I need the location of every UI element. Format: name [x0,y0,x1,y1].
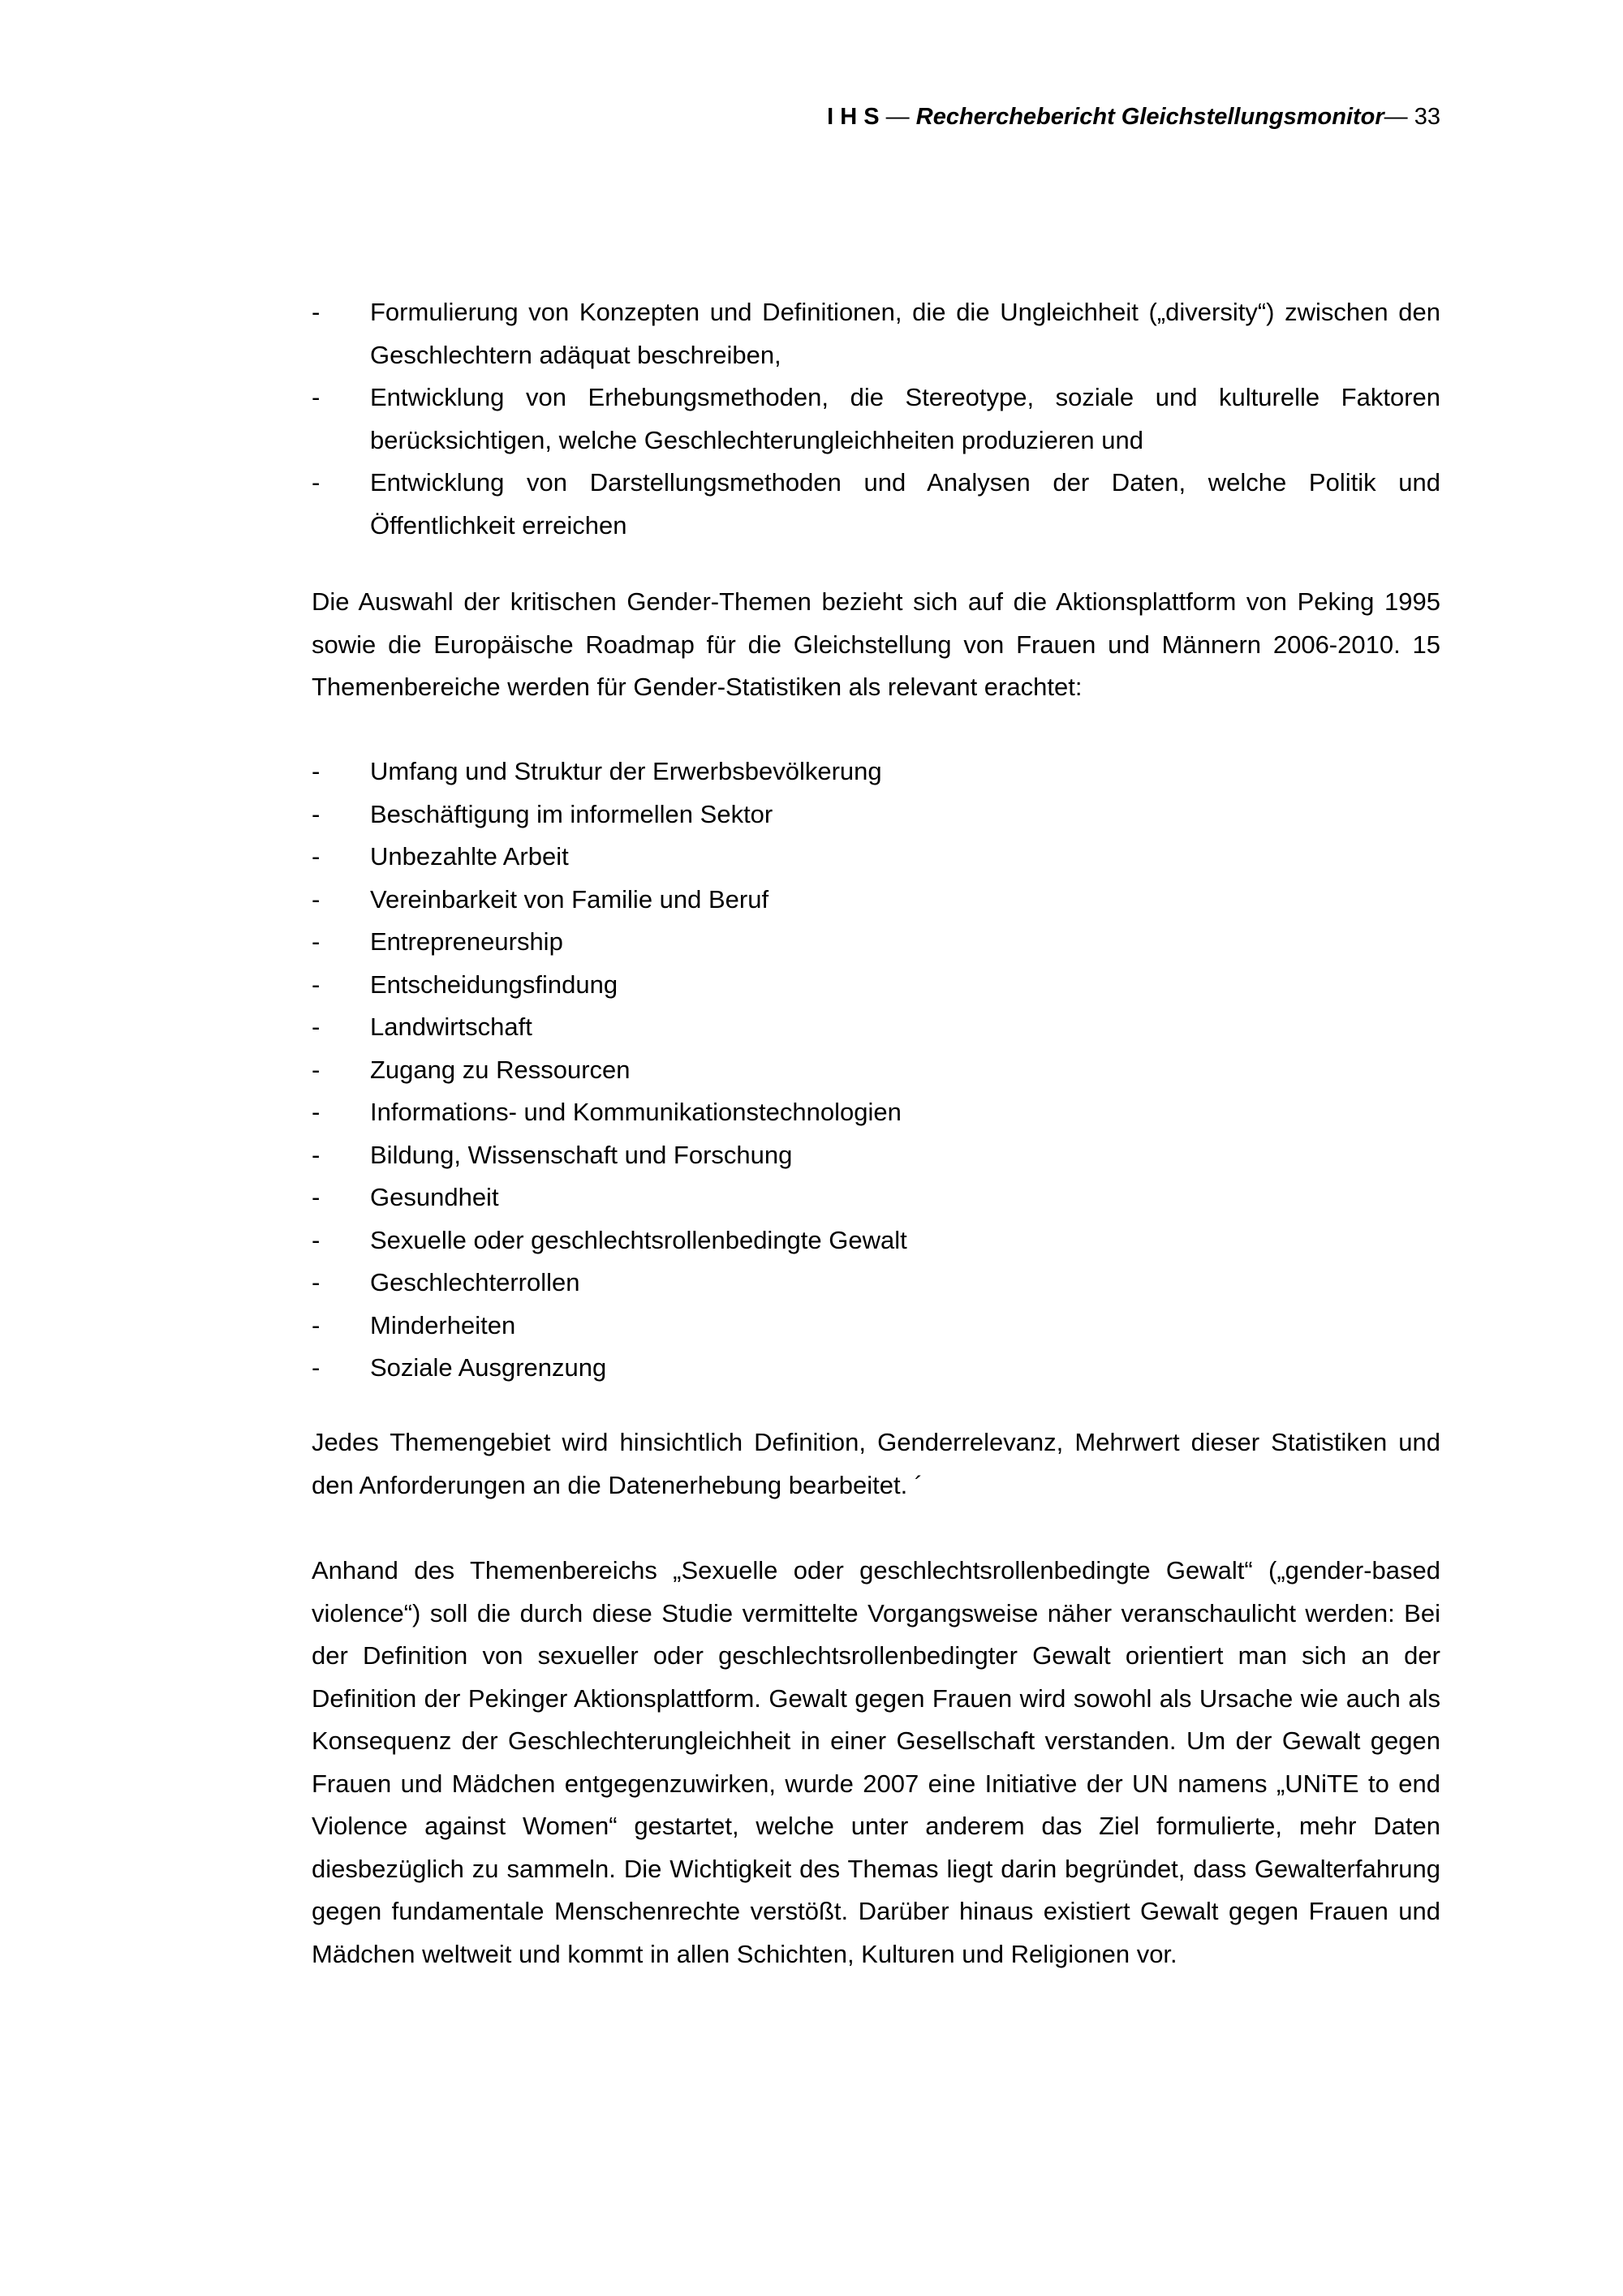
list-item [312,1134,1440,1177]
bullet-list-topics [312,750,1440,1390]
dash-bullet: - [312,884,321,914]
list-item-text: Zugang zu Ressourcen [370,1055,631,1084]
paragraph: Die Auswahl der kritischen Gender-Themen bezieht sich auf die Aktionsplattform von Peking 1995 sowie die Europäische Roadmap für die Gleichstellung von Frauen und Männern 2006-2010. 15 Themenbereiche werden für Gender-Statistiken als relevant erachtet: [312,587,1440,701]
bullet-list-goals [312,291,1440,547]
dash-bullet: - [312,468,321,497]
header-separator: — [879,104,916,130]
list-item [312,1305,1440,1348]
dash-bullet: - [312,383,321,411]
list-item [312,1347,1440,1390]
header-org: I H S [827,104,880,130]
dash-bullet: - [312,1098,321,1126]
list-item-text: Vereinbarkeit von Familie und Beruf [370,884,769,914]
dash-bullet: - [312,799,321,828]
list-item [312,879,1440,922]
running-header [827,101,1440,133]
dash-bullet: - [312,1353,321,1382]
list-item [312,1219,1440,1262]
list-item [312,1006,1440,1049]
header-separator-2: — [1384,104,1414,130]
list-item [312,1262,1440,1305]
list-item-text: Beschäftigung im informellen Sektor [370,799,773,828]
paragraph-gender-violence [312,1550,1440,1976]
list-item [312,1049,1440,1092]
list-item [312,462,1440,547]
dash-bullet: - [312,1225,321,1254]
dash-bullet: - [312,970,321,999]
dash-bullet: - [312,1310,321,1339]
page-number: 33 [1414,104,1440,130]
dash-bullet: - [312,757,321,785]
list-item-text: Bildung, Wissenschaft und Forschung [370,1140,793,1169]
list-item-text: Entscheidungsfindung [370,970,618,999]
dash-bullet: - [312,927,321,956]
list-item [312,1176,1440,1219]
list-item-text: Umfang und Struktur der Erwerbsbevölkerung [370,757,882,785]
header-title: Recherchebericht Gleichstellungsmonitor [915,104,1384,130]
dash-bullet: - [312,842,321,871]
list-item [312,836,1440,879]
dash-bullet: - [312,298,321,326]
list-item [312,1091,1440,1134]
list-item-text: Entrepreneurship [370,927,563,956]
paragraph-selection [312,581,1440,709]
list-item-text: Sexuelle oder geschlechtsrollenbedingte Gewalt [370,1225,907,1254]
list-item-text: Formulierung von Konzepten und Definitionen, die die Ungleichheit („diversity“) zwischen den Geschlechtern adäquat beschreiben, [370,298,1440,369]
dash-bullet: - [312,1013,321,1041]
list-item-text: Informations- und Kommunikationstechnologien [370,1098,902,1126]
dash-bullet: - [312,1055,321,1084]
list-item [312,291,1440,376]
list-item-text: Minderheiten [370,1310,516,1339]
list-item [312,964,1440,1007]
list-item-text: Geschlechterrollen [370,1268,580,1296]
list-item-text: Entwicklung von Erhebungsmethoden, die Stereotype, soziale und kulturelle Faktoren berücksichtigen, welche Geschlechterungleichheiten produzieren und [370,383,1440,454]
list-item [312,376,1440,462]
list-item [312,921,1440,964]
dash-bullet: - [312,1268,321,1296]
paragraph: Anhand des Themenbereichs „Sexuelle oder geschlechtsrollenbedingte Gewalt“ („gender-based violence“) soll die durch diese Studie vermittelte Vorgangsweise näher veranschaulicht werden: Bei der Definition von sexueller oder geschlechtsrollenbedingter Gewalt orientiert man sich an der Definition der Pekinger Aktionsplattform. Gewalt gegen Frauen wird sowohl als Ursache wie auch als Konsequenz der Geschlechterungleichheit in einer Gesellschaft verstanden. Um der Gewalt gegen Frauen und Mädchen entgegenzuwirken, wurde 2007 eine Initiative der UN namens „UNiTE to end Violence against Women“ gestartet, welche unter anderem das Ziel formulierte, mehr Daten diesbezüglich zu sammeln. Die Wichtigkeit des Themas liegt darin begründet, dass Gewalterfahrung gegen fundamentale Menschenrechte verstößt. Darüber hinaus existiert Gewalt gegen Frauen und Mädchen weltweit und kommt in allen Schichten, Kulturen und Religionen vor. [312,1556,1440,1968]
list-item-text: Unbezahlte Arbeit [370,842,569,871]
paragraph: Jedes Themengebiet wird hinsichtlich Definition, Genderrelevanz, Mehrwert dieser Statistiken und den Anforderungen an die Datenerhebung bearbeitet. ´ [312,1428,1440,1499]
list-item [312,750,1440,793]
list-item [312,793,1440,836]
list-item-text: Landwirtschaft [370,1013,532,1041]
paragraph-topic-processing [312,1421,1440,1507]
list-item-text: Gesundheit [370,1183,499,1211]
dash-bullet: - [312,1140,321,1169]
list-item-text: Soziale Ausgrenzung [370,1353,607,1382]
list-item-text: Entwicklung von Darstellungsmethoden und Analysen der Daten, welche Politik und Öffentlichkeit erreichen [370,468,1440,540]
dash-bullet: - [312,1183,321,1211]
